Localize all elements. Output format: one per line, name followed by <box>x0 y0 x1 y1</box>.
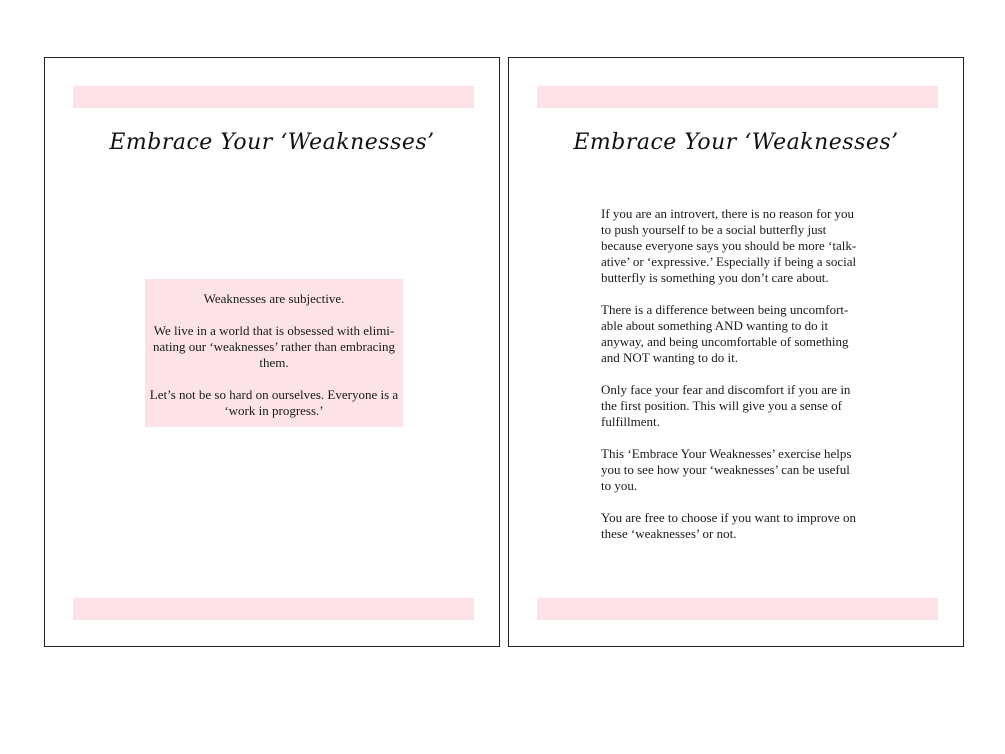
top-pink-band <box>537 86 938 108</box>
callout-box <box>145 279 403 427</box>
bottom-pink-band <box>73 598 474 620</box>
body-paragraph: There is a difference between being uncomfort-able about something AND wanting to do it anyway, and being uncomfortable of something and NOT wanting to do it. <box>601 302 849 365</box>
body-paragraph: This ‘Embrace Your Weaknesses’ exercise helps you to see how your ‘weaknesses’ can be useful to you. <box>601 446 852 493</box>
bottom-pink-band <box>537 598 938 620</box>
page-title: Embrace Your ‘Weaknesses’ <box>573 130 899 155</box>
top-pink-band <box>73 86 474 108</box>
callout-line: We live in a world that is obsessed with elimi-nating our ‘weaknesses’ rather than embracing them. <box>153 323 395 370</box>
right-page <box>508 57 964 647</box>
callout-line: Let’s not be so hard on ourselves. Everyone is a ‘work in progress.’ <box>149 387 399 418</box>
callout-line: Weaknesses are subjective. <box>203 291 345 306</box>
body-paragraph: You are free to choose if you want to improve on these ‘weaknesses’ or not. <box>601 510 857 541</box>
page-title: Embrace Your ‘Weaknesses’ <box>109 130 435 155</box>
body-paragraph: If you are an introvert, there is no reason for you to push yourself to be a social butterfly just because everyone says you should be more ‘talk-ative’ or ‘expressive.’ Especially if being a social butterfly is something you don’t care about. <box>601 206 857 285</box>
left-page <box>44 57 500 647</box>
body-text <box>601 206 863 558</box>
body-paragraph: Only face your fear and discomfort if you are in the first position. This will give you a sense of fulfillment. <box>601 382 851 429</box>
